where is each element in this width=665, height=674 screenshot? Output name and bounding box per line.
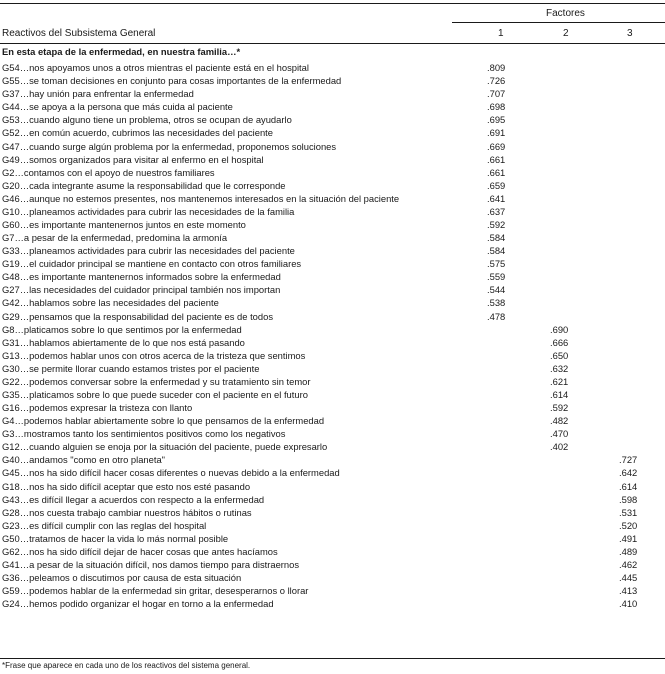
factor-3-loading: [597, 283, 665, 296]
item-label: G52…en común acuerdo, cubrimos las necesidades del paciente: [2, 127, 273, 139]
table-row: [0, 480, 665, 493]
table-row: [0, 466, 665, 479]
bottom-rule: [0, 658, 665, 659]
factor-2-loading: .666: [550, 336, 569, 348]
table-row: [0, 336, 665, 349]
factor-3-loading: [597, 309, 665, 322]
item-label: G46…aunque no estemos presentes, nos mantenemos interesados en la situación del paciente: [2, 192, 400, 204]
factor-2-loading: [537, 283, 597, 296]
item-label: G55…se toman decisiones en conjunto para cosas importantes de la enfermedad: [2, 75, 342, 87]
factor-3-loading: [597, 244, 665, 257]
factor-2-loading: [537, 61, 597, 74]
factors-label: Factores: [546, 8, 585, 19]
table-row: [0, 375, 665, 388]
factor-3-loading: [597, 375, 665, 388]
table-row: [0, 126, 665, 139]
table-row: [0, 74, 665, 87]
factor-2-loading: [537, 493, 597, 506]
factor-1-loading: .478: [487, 310, 506, 322]
table-row: [0, 113, 665, 126]
table-row: [0, 153, 665, 166]
table-row: [0, 545, 665, 558]
table-row: [0, 427, 665, 440]
table-row: [0, 532, 665, 545]
factor-3-loading: [597, 336, 665, 349]
table-row: [0, 166, 665, 179]
factor-3-loading: .727: [619, 454, 638, 466]
factor-2-loading: [537, 270, 597, 283]
factor-3-loading: [597, 205, 665, 218]
table-row: [0, 61, 665, 74]
table-row: [0, 493, 665, 506]
factor-3-loading: .413: [619, 585, 638, 597]
table-row: [0, 571, 665, 584]
factor-2-loading: [537, 205, 597, 218]
factor-3-loading: [597, 139, 665, 152]
table-row: [0, 257, 665, 270]
table-row: [0, 558, 665, 571]
factor-2-loading: [537, 231, 597, 244]
factor-1-loading: [454, 558, 537, 571]
item-label: G2…contamos con el apoyo de nuestros familiares: [2, 166, 215, 178]
item-label: G54…nos apoyamos unos a otros mientras el paciente está en el hospital: [2, 62, 309, 74]
item-label: G16…podemos expresar la tristeza con llanto: [2, 402, 193, 414]
factor-2-loading: [537, 218, 597, 231]
factor-3-loading: [597, 61, 665, 74]
factor-2-loading: .650: [550, 349, 569, 361]
item-label: G59…podemos hablar de la enfermedad sin gritar, desesperarnos o llorar: [2, 585, 309, 597]
factor-3-loading: [597, 74, 665, 87]
item-label: G10…planeamos actividades para cubrir las necesidades de la familia: [2, 205, 295, 217]
factor-2-loading: [537, 309, 597, 322]
factor-3-loading: [597, 126, 665, 139]
factor-1-loading: [454, 480, 537, 493]
item-label: G48…es importante mantenernos informados sobre la enfermedad: [2, 271, 281, 283]
item-label: G27…las necesidades del cuidador principal también nos importan: [2, 284, 281, 296]
factor-1-loading: .584: [487, 232, 506, 244]
factor-2-loading: [537, 74, 597, 87]
factor-2-loading: [537, 179, 597, 192]
item-label: G49…somos organizados para visitar al enfermo en el hospital: [2, 153, 264, 165]
factor-3-loading: .445: [619, 572, 638, 584]
factor-3-loading: [597, 218, 665, 231]
factor-3-loading: .520: [619, 519, 638, 531]
factor-3-loading: [597, 153, 665, 166]
factor-1-loading: [454, 414, 537, 427]
factor-1-loading: [454, 506, 537, 519]
factor-2-loading: .614: [550, 388, 569, 400]
factor-2-loading: [537, 126, 597, 139]
factor-2-loading: [537, 139, 597, 152]
factor-1-loading: [454, 401, 537, 414]
factor-2-loading: [537, 545, 597, 558]
table-row: [0, 100, 665, 113]
factor-1-loading: .691: [487, 127, 506, 139]
table-row: [0, 205, 665, 218]
table-row: [0, 296, 665, 309]
factor-3-loading: [597, 414, 665, 427]
table-row: [0, 349, 665, 362]
factor-1-loading: [454, 597, 537, 610]
factor-3-loading: [597, 166, 665, 179]
factor-1-loading: .726: [487, 75, 506, 87]
factor-1-loading: .695: [487, 114, 506, 126]
factor-2-loading: [537, 532, 597, 545]
factor-2-loading: [537, 296, 597, 309]
factor-1-loading: .637: [487, 205, 506, 217]
item-label: G22…podemos conversar sobre la enfermedad y su tratamiento sin temor: [2, 375, 311, 387]
table-row: [0, 519, 665, 532]
factor-3-loading: [597, 323, 665, 336]
factor-2-loading: [537, 87, 597, 100]
item-label: G18…nos ha sido difícil aceptar que esto nos esté pasando: [2, 480, 251, 492]
item-label: G4…podemos hablar abiertamente sobre lo que pensamos de la enfermedad: [2, 415, 325, 427]
factor-1-loading: .809: [487, 62, 506, 74]
factor-1-loading: .669: [487, 140, 506, 152]
factor-3-loading: [597, 257, 665, 270]
factor-1-loading: .584: [487, 245, 506, 257]
item-label: G37…hay unión para enfrentar la enfermedad: [2, 88, 194, 100]
item-label: G19…el cuidador principal se mantiene en contacto con otros familiares: [2, 258, 302, 270]
item-label: G13…podemos hablar unos con otros acerca de la tristeza que sentimos: [2, 349, 306, 361]
factor-2-loading: .402: [550, 441, 569, 453]
intro-phrase: En esta etapa de la enfermedad, en nuestra familia…*: [2, 46, 241, 57]
top-rule: [0, 3, 665, 4]
factor-2-loading: .470: [550, 428, 569, 440]
table-row: [0, 401, 665, 414]
factor-3-loading: [597, 179, 665, 192]
factor-1-loading: [454, 466, 537, 479]
header-rule: [0, 43, 665, 44]
factor-1-loading: [454, 453, 537, 466]
item-label: G30…se permite llorar cuando estamos tristes por el paciente: [2, 362, 260, 374]
factor-3-loading: [597, 362, 665, 375]
item-label: G24…hemos podido organizar el hogar en torno a la enfermedad: [2, 598, 274, 610]
factor-3-loading: .491: [619, 532, 638, 544]
factor-3-loading: .531: [619, 506, 638, 518]
factor-1-loading: [454, 349, 537, 362]
item-label: G42…hablamos sobre las necesidades del paciente: [2, 297, 219, 309]
table-row: [0, 179, 665, 192]
item-label: G29…pensamos que la responsabilidad del paciente es de todos: [2, 310, 274, 322]
factor-1-loading: .698: [487, 101, 506, 113]
factor-3-loading: [597, 270, 665, 283]
table-row: [0, 309, 665, 322]
factor-2-loading: [537, 558, 597, 571]
factor-2-loading: .621: [550, 375, 569, 387]
factor-2-loading: [537, 192, 597, 205]
factor-1-loading: .661: [487, 166, 506, 178]
factor-3-loading: [597, 87, 665, 100]
factor-3-loading: .410: [619, 598, 638, 610]
factor-3-loading: [597, 427, 665, 440]
factor-1-loading: [454, 571, 537, 584]
footnote: *Frase que aparece en cada uno de los reactivos del sistema general.: [2, 661, 251, 670]
item-label: G62…nos ha sido difícil dejar de hacer cosas que antes hacíamos: [2, 545, 278, 557]
factor-2-loading: .482: [550, 415, 569, 427]
factor-1-loading: [454, 427, 537, 440]
item-label: G60…es importante mantenernos juntos en este momento: [2, 218, 246, 230]
item-label: G41…a pesar de la situación difícil, nos damos tiempo para distraernos: [2, 559, 300, 570]
factor-2-loading: [537, 257, 597, 270]
factor-3-loading: .598: [619, 493, 638, 505]
item-label: G36…peleamos o discutimos por causa de esta situación: [2, 572, 242, 584]
factor-2-loading: [537, 597, 597, 610]
table-row: [0, 87, 665, 100]
column-label-items: Reactivos del Subsistema General: [2, 28, 156, 39]
item-label: G7…a pesar de la enfermedad, predomina la armonía: [2, 232, 228, 244]
item-label: G50…tratamos de hacer la vida lo más normal posible: [2, 532, 229, 544]
table-row: [0, 440, 665, 453]
factor-1-loading: [454, 532, 537, 545]
factor-2-loading: [537, 506, 597, 519]
table-row: [0, 453, 665, 466]
factor-1-loading: .559: [487, 271, 506, 283]
factor-1-loading: [454, 375, 537, 388]
item-label: G12…cuando alguien se enoja por la situación del paciente, puede expresarlo: [2, 441, 328, 453]
item-label: G44…se apoya a la persona que más cuida al paciente: [2, 101, 233, 113]
factor-1-loading: .641: [487, 192, 506, 204]
factor-1-loading: .575: [487, 258, 506, 270]
table-row: [0, 231, 665, 244]
factor-2-loading: [537, 480, 597, 493]
factor-1-loading: .544: [487, 284, 506, 296]
factor-3-loading: .614: [619, 480, 638, 492]
factor-2-loading: .690: [550, 323, 569, 335]
factor-2-loading: [537, 584, 597, 597]
item-label: G8…platicamos sobre lo que sentimos por la enfermedad: [2, 323, 242, 335]
factor-1-loading: [454, 440, 537, 453]
factor-1-loading: [454, 362, 537, 375]
factor-3-loading: [597, 401, 665, 414]
table-row: [0, 244, 665, 257]
table-row: [0, 388, 665, 401]
item-label: G20…cada integrante asume la responsabilidad que le corresponde: [2, 179, 286, 191]
factor-1-loading: .661: [487, 153, 506, 165]
item-label: G47…cuando surge algún problema por la enfermedad, proponemos soluciones: [2, 140, 337, 152]
item-label: G45…nos ha sido difícil hacer cosas diferentes o nuevas debido a la enfermedad: [2, 467, 340, 479]
item-label: G35…platicamos sobre lo que puede suceder con el paciente en el futuro: [2, 388, 308, 400]
item-label: G33…planeamos actividades para cubrir las necesidades del paciente: [2, 245, 295, 257]
item-rows: [0, 61, 665, 610]
table-row: [0, 362, 665, 375]
factor-2-loading: [537, 453, 597, 466]
factor-3-loading: [597, 231, 665, 244]
factor-number-3: 3: [627, 28, 633, 39]
factor-1-loading: [454, 323, 537, 336]
factor-2-loading: .632: [550, 362, 569, 374]
factor-1-loading: [454, 388, 537, 401]
factor-number-1: 1: [498, 28, 504, 39]
factor-3-loading: [597, 440, 665, 453]
factor-2-loading: [537, 571, 597, 584]
factor-2-loading: [537, 100, 597, 113]
factor-3-loading: .489: [619, 545, 638, 557]
item-label: G3…mostramos tanto los sentimientos positivos como los negativos: [2, 428, 286, 440]
item-label: G40…andamos "como en otro planeta": [2, 454, 166, 466]
factor-1-loading: [454, 584, 537, 597]
table-row: [0, 283, 665, 296]
table-row: [0, 139, 665, 152]
table-row: [0, 584, 665, 597]
factor-1-loading: [454, 519, 537, 532]
table-row: [0, 506, 665, 519]
table-row: [0, 218, 665, 231]
item-label: G23…es difícil cumplir con las reglas del hospital: [2, 519, 207, 531]
factor-1-loading: [454, 545, 537, 558]
factor-3-loading: [597, 113, 665, 126]
factor-2-loading: [537, 244, 597, 257]
factor-2-loading: [537, 519, 597, 532]
factor-1-loading: [454, 336, 537, 349]
factor-3-loading: [597, 388, 665, 401]
factor-2-loading: [537, 466, 597, 479]
factor-2-loading: [537, 113, 597, 126]
table-row: [0, 192, 665, 205]
factor-3-loading: .462: [619, 559, 638, 570]
factor-3-loading: [597, 349, 665, 362]
factors-underline: [452, 22, 665, 23]
factor-2-loading: [537, 153, 597, 166]
factor-1-loading: .538: [487, 297, 506, 309]
factor-1-loading: .707: [487, 88, 506, 100]
factor-2-loading: [537, 166, 597, 179]
table-row: [0, 270, 665, 283]
factor-3-loading: [597, 100, 665, 113]
item-label: G43…es difícil llegar a acuerdos con respecto a la enfermedad: [2, 493, 265, 505]
factor-1-loading: .592: [487, 218, 506, 230]
factor-3-loading: [597, 192, 665, 205]
factor-3-loading: .642: [619, 467, 638, 479]
factor-number-2: 2: [563, 28, 569, 39]
item-label: G28…nos cuesta trabajo cambiar nuestros hábitos o rutinas: [2, 506, 252, 518]
table-row: [0, 323, 665, 336]
table-row: [0, 597, 665, 610]
table-row: [0, 414, 665, 427]
factor-3-loading: [597, 296, 665, 309]
factor-1-loading: [454, 493, 537, 506]
factor-2-loading: .592: [550, 402, 569, 414]
item-label: G31…hablamos abiertamente de lo que nos está pasando: [2, 336, 245, 348]
factor-1-loading: .659: [487, 179, 506, 191]
item-label: G53…cuando alguno tiene un problema, otros se ocupan de ayudarlo: [2, 114, 292, 126]
